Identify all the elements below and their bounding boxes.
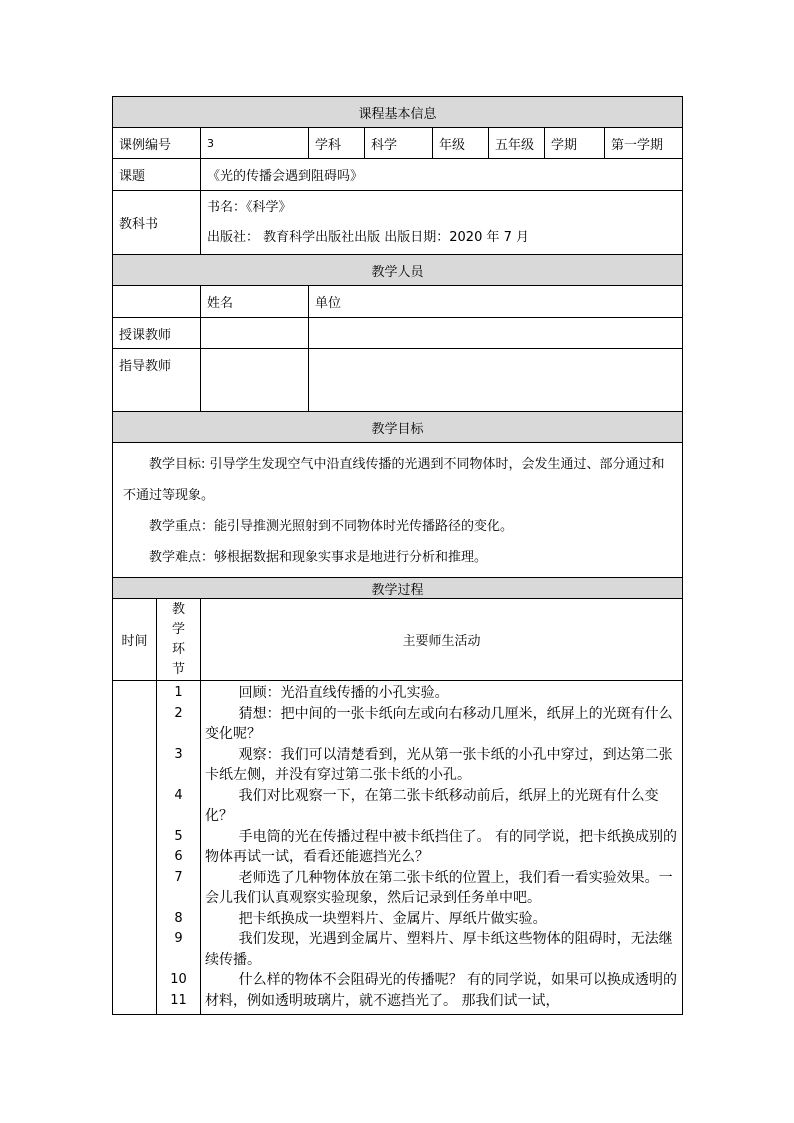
step-number: 6 [174, 849, 183, 864]
stage-header-char: 环 [171, 641, 185, 657]
stage-header-char: 学 [171, 621, 185, 637]
step-number-spacer [157, 888, 200, 909]
activity-paragraph: 什么样的物体不会阻碍光的传播呢？ 有的同学说，如果可以换成透明的材料，例如透明玻璃片，就不遮挡光了。 那我们试一试， [205, 972, 678, 1009]
textbook-label: 教科书 [113, 191, 201, 255]
lecturer-name [201, 318, 309, 349]
step-number-spacer [157, 806, 200, 827]
activity-paragraph: 回顾：光沿直线传播的小孔实验。 [238, 685, 449, 701]
step-number-spacer [157, 765, 200, 786]
grade-label: 年级 [433, 128, 489, 159]
stage-header-char: 教 [171, 601, 185, 617]
step-number: 8 [174, 910, 183, 926]
activity-paragraph: 把卡纸换成一块塑料片、金属片、厚纸片做实验。 [238, 910, 547, 927]
step-number: 5 [174, 828, 183, 844]
section-process: 教学过程 [113, 578, 683, 599]
lesson-plan-document [112, 96, 682, 1015]
activity-paragraph: 观察：我们可以清楚看到，光从第一张卡纸的小孔中穿过，到达第二张卡纸左侧，并没有穿过第二张卡纸的小孔。 [205, 746, 673, 783]
subject-value: 科学 [365, 128, 433, 159]
time-cell [113, 681, 157, 1015]
lecturer-label: 授课教师 [113, 318, 201, 349]
staff-corner [113, 286, 201, 318]
subject-label: 学科 [309, 128, 365, 159]
step-numbers [157, 681, 201, 1015]
step-number: 11 [170, 992, 187, 1008]
step-number-spacer [157, 724, 200, 745]
step-number: 10 [170, 972, 187, 987]
mentor-label: 指导教师 [113, 349, 201, 412]
topic-label: 课题 [113, 159, 201, 191]
case-number-value: 3 [201, 128, 309, 159]
grade-value: 五年级 [489, 128, 545, 159]
activity-paragraph: 老师选了几种物体放在第二张卡纸的位置上，我们看一看实验效果。一会儿我们认真观察实验现象，然后记录到任务单中吧。 [205, 869, 673, 906]
objectives-content [113, 443, 683, 578]
step-number: 4 [174, 787, 183, 803]
teaching-goal: 教学目标: 引导学生发现空气中沿直线传播的光遇到不同物体时，会发生通过、部分通过和不通过等现象。 [123, 457, 665, 503]
step-number: 3 [174, 746, 183, 762]
lesson-plan-table [112, 96, 683, 1015]
publisher-line: 出版社： 教育科学出版社出版 出版日期：2020 年 7 月 [207, 229, 530, 245]
activity-paragraph: 猜想：把中间的一张卡纸向左或向右移动几厘米，纸屏上的光斑有什么变化呢？ [205, 705, 673, 742]
step-number: 2 [174, 705, 183, 721]
book-name: 书名：《科学》 [207, 199, 292, 215]
stage-header-char: 节 [171, 661, 185, 677]
case-number-label: 课例编号 [113, 128, 201, 159]
key-point: 教学重点：能引导推测光照射到不同物体时光传播路径的变化。 [149, 519, 514, 534]
section-objectives: 教学目标 [113, 412, 683, 443]
mentor-name [201, 349, 309, 412]
mentor-unit [309, 349, 683, 412]
unit-header: 单位 [309, 286, 683, 318]
difficulty: 教学难点：够根据数据和现象实事求是地进行分析和推理。 [149, 550, 488, 565]
step-number-spacer [157, 950, 200, 971]
term-label: 学期 [545, 128, 605, 159]
section-basic-info: 课程基本信息 [113, 97, 683, 128]
step-number: 1 [174, 685, 183, 700]
step-number: 7 [174, 869, 183, 885]
activity-paragraph: 手电筒的光在传播过程中被卡纸挡住了。 有的同学说，把卡纸换成别的物体再试一试，看看还能遮挡光么？ [205, 828, 678, 865]
name-header: 姓名 [201, 286, 309, 318]
activity-content [201, 681, 683, 1015]
section-staff: 教学人员 [113, 255, 683, 286]
activity-paragraph: 我们对比观察一下，在第二张卡纸移动前后，纸屏上的光斑有什么变化？ [205, 787, 659, 824]
topic-value: 《光的传播会遇到阻碍吗》 [201, 159, 683, 191]
lecturer-unit [309, 318, 683, 349]
stage-header [157, 599, 201, 681]
time-header: 时间 [113, 599, 157, 681]
textbook-info [201, 191, 683, 255]
activity-header: 主要师生活动 [201, 599, 683, 681]
term-value: 第一学期 [605, 128, 683, 159]
step-number: 9 [174, 931, 183, 946]
activity-paragraph: 我们发现，光遇到金属片、塑料片、厚卡纸这些物体的阻碍时，无法继续传播。 [205, 931, 673, 968]
